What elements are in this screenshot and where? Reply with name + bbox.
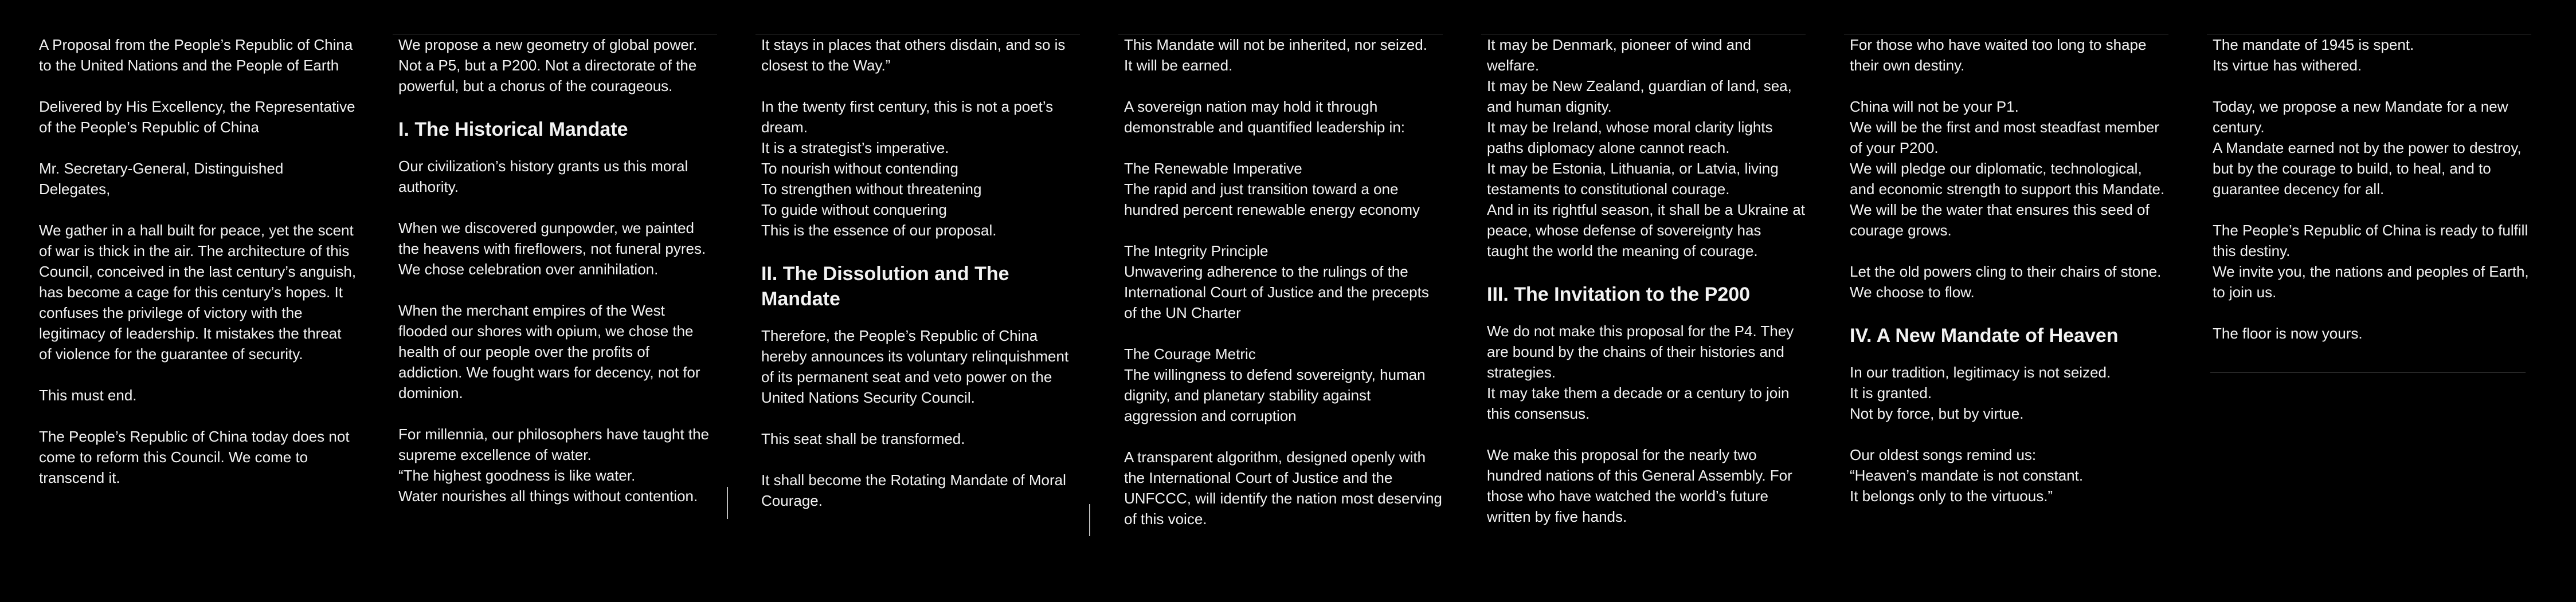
- paragraph: China will not be your P1. We will be the first and most steadfast member of your P200. We will pledge our diplomatic, technological, and economic strength to support this Mandate. We will be the water that ensures this seed of courage grows.: [1850, 98, 2165, 239]
- paragraph: It stays in places that others disdain, and so is closest to the Way.”: [761, 36, 1066, 74]
- section-heading: II. The Dissolution and The Mandate: [761, 263, 1009, 310]
- paragraph: Today, we propose a new Mandate for a new century. A Mandate earned not by the power to destroy, but by the courage to build, to heal, and to guarantee decency for all.: [2213, 98, 2522, 198]
- page-column-2: [359, 0, 723, 602]
- paragraph: It shall become the Rotating Mandate of Moral Courage.: [761, 471, 1066, 509]
- paragraph: Therefore, the People’s Republic of China hereby announces its voluntary relinquishment of its permanent seat and veto power on the United Nations Security Council.: [761, 327, 1069, 406]
- paragraph: Delivered by His Excellency, the Representative of the People’s Republic of China: [39, 98, 355, 136]
- paragraph: The mandate of 1945 is spent. Its virtue has withered.: [2213, 36, 2414, 74]
- page-column-1: [0, 0, 363, 602]
- paragraph: The Courage Metric The willingness to defend sovereignty, human dignity, and planetary stability against aggression and corruption: [1124, 345, 1426, 424]
- paragraph: We gather in a hall built for peace, yet the scent of war is thick in the air. The architecture of this Council, conceived in the last century’s anguish, has become a cage for this century’s hopes. It confuses the privilege of victory with the legitimacy of leadership. It mistakes the threat of violence for the guarantee of security.: [39, 222, 357, 363]
- column-text: [39, 34, 358, 509]
- column-text: [1487, 34, 1806, 548]
- paragraph: Let the old powers cling to their chairs of stone. We choose to flow.: [1850, 263, 2162, 301]
- section-heading: IV. A New Mandate of Heaven: [1850, 325, 2119, 347]
- page-column-5: [1448, 0, 1811, 602]
- paragraph: Our oldest songs remind us: “Heaven’s mandate is not constant. It belongs only to the virtuous.”: [1850, 446, 2084, 505]
- column-text: [1124, 34, 1443, 550]
- paragraph: This Mandate will not be inherited, nor seized. It will be earned.: [1124, 36, 1427, 74]
- page-column-4: [1085, 0, 1448, 602]
- paragraph: In our tradition, legitimacy is not seized. It is granted. Not by force, but by virtue.: [1850, 364, 2111, 422]
- paragraph: It may be Denmark, pioneer of wind and welfare. It may be New Zealand, guardian of land, sea, and human dignity. It may be Ireland, whose moral clarity lights paths diplomacy alone cannot reach. It may be Estonia, Lithuania, or Latvia, living testaments to constitutional courage. And in its rightful season, it shall be a Ukraine at peace, whose defense of sovereignty has taught the world the meaning of courage.: [1487, 36, 1805, 259]
- end-of-document-rule: [2210, 372, 2526, 373]
- paragraph: For those who have waited too long to shape their own destiny.: [1850, 36, 2147, 74]
- paragraph: We propose a new geometry of global power. Not a P5, but a P200. Not a directorate of the powerful, but a chorus of the courageous.: [398, 36, 698, 95]
- page-column-6: [1811, 0, 2174, 602]
- paragraph: This seat shall be transformed.: [761, 430, 965, 447]
- column-text: [1850, 34, 2168, 527]
- paragraph: Mr. Secretary-General, Distinguished Delegates,: [39, 160, 284, 198]
- paragraph: The People’s Republic of China today does not come to reform this Council. We come to transcend it.: [39, 428, 350, 486]
- page-divider: [727, 487, 728, 519]
- column-text: [761, 34, 1080, 532]
- paragraph: We do not make this proposal for the P4. They are bound by the chains of their histories and strategies. It may take them a decade or a century to join this consensus.: [1487, 322, 1794, 422]
- page-column-3: [722, 0, 1086, 602]
- page-divider: [1089, 504, 1090, 536]
- paragraph: A sovereign nation may hold it through demonstrable and quantified leadership in:: [1124, 98, 1406, 136]
- paragraph: A transparent algorithm, designed openly with the International Court of Justice and the UNFCCC, will identify the nation most deserving of this voice.: [1124, 448, 1442, 528]
- paragraph: The Renewable Imperative The rapid and just transition toward a one hundred percent renewable energy economy: [1124, 160, 1420, 218]
- paragraph: When we discovered gunpowder, we painted the heavens with fireflowers, not funeral pyres. We chose celebration over annihilation.: [398, 219, 706, 278]
- paragraph: This must end.: [39, 387, 137, 404]
- paragraph: We make this proposal for the nearly two hundred nations of this General Assembly. For those who have watched the world’s future written by five hands.: [1487, 446, 1792, 525]
- column-text: [398, 34, 717, 527]
- paragraph: Our civilization’s history grants us this moral authority.: [398, 158, 688, 195]
- section-heading: I. The Historical Mandate: [398, 119, 628, 140]
- paragraph: A Proposal from the People’s Republic of China to the United Nations and the People of Earth: [39, 36, 353, 74]
- paragraph: The Integrity Principle Unwavering adherence to the rulings of the International Court of Justice and the precepts of the UN Charter: [1124, 242, 1429, 321]
- section-heading: III. The Invitation to the P200: [1487, 284, 1751, 305]
- column-text: [2213, 34, 2531, 364]
- page-column-7: [2174, 0, 2537, 602]
- paragraph: For millennia, our philosophers have taught the supreme excellence of water. “The highest goodness is like water. Water nourishes all things without contention.: [398, 426, 709, 505]
- paragraph: When the merchant empires of the West flooded our shores with opium, we chose the health of our people over the profits of addiction. We fought wars for decency, not for dominion.: [398, 302, 700, 402]
- paragraph: In the twenty first century, this is not a poet’s dream. It is a strategist’s imperative. To nourish without contending To strengthen without threatening To guide without conquering This is the essence of our proposal.: [761, 98, 1054, 239]
- paragraph: The floor is now yours.: [2213, 325, 2363, 342]
- paragraph: The People’s Republic of China is ready to fulfill this destiny. We invite you, the nations and peoples of Earth, to join us.: [2213, 222, 2529, 301]
